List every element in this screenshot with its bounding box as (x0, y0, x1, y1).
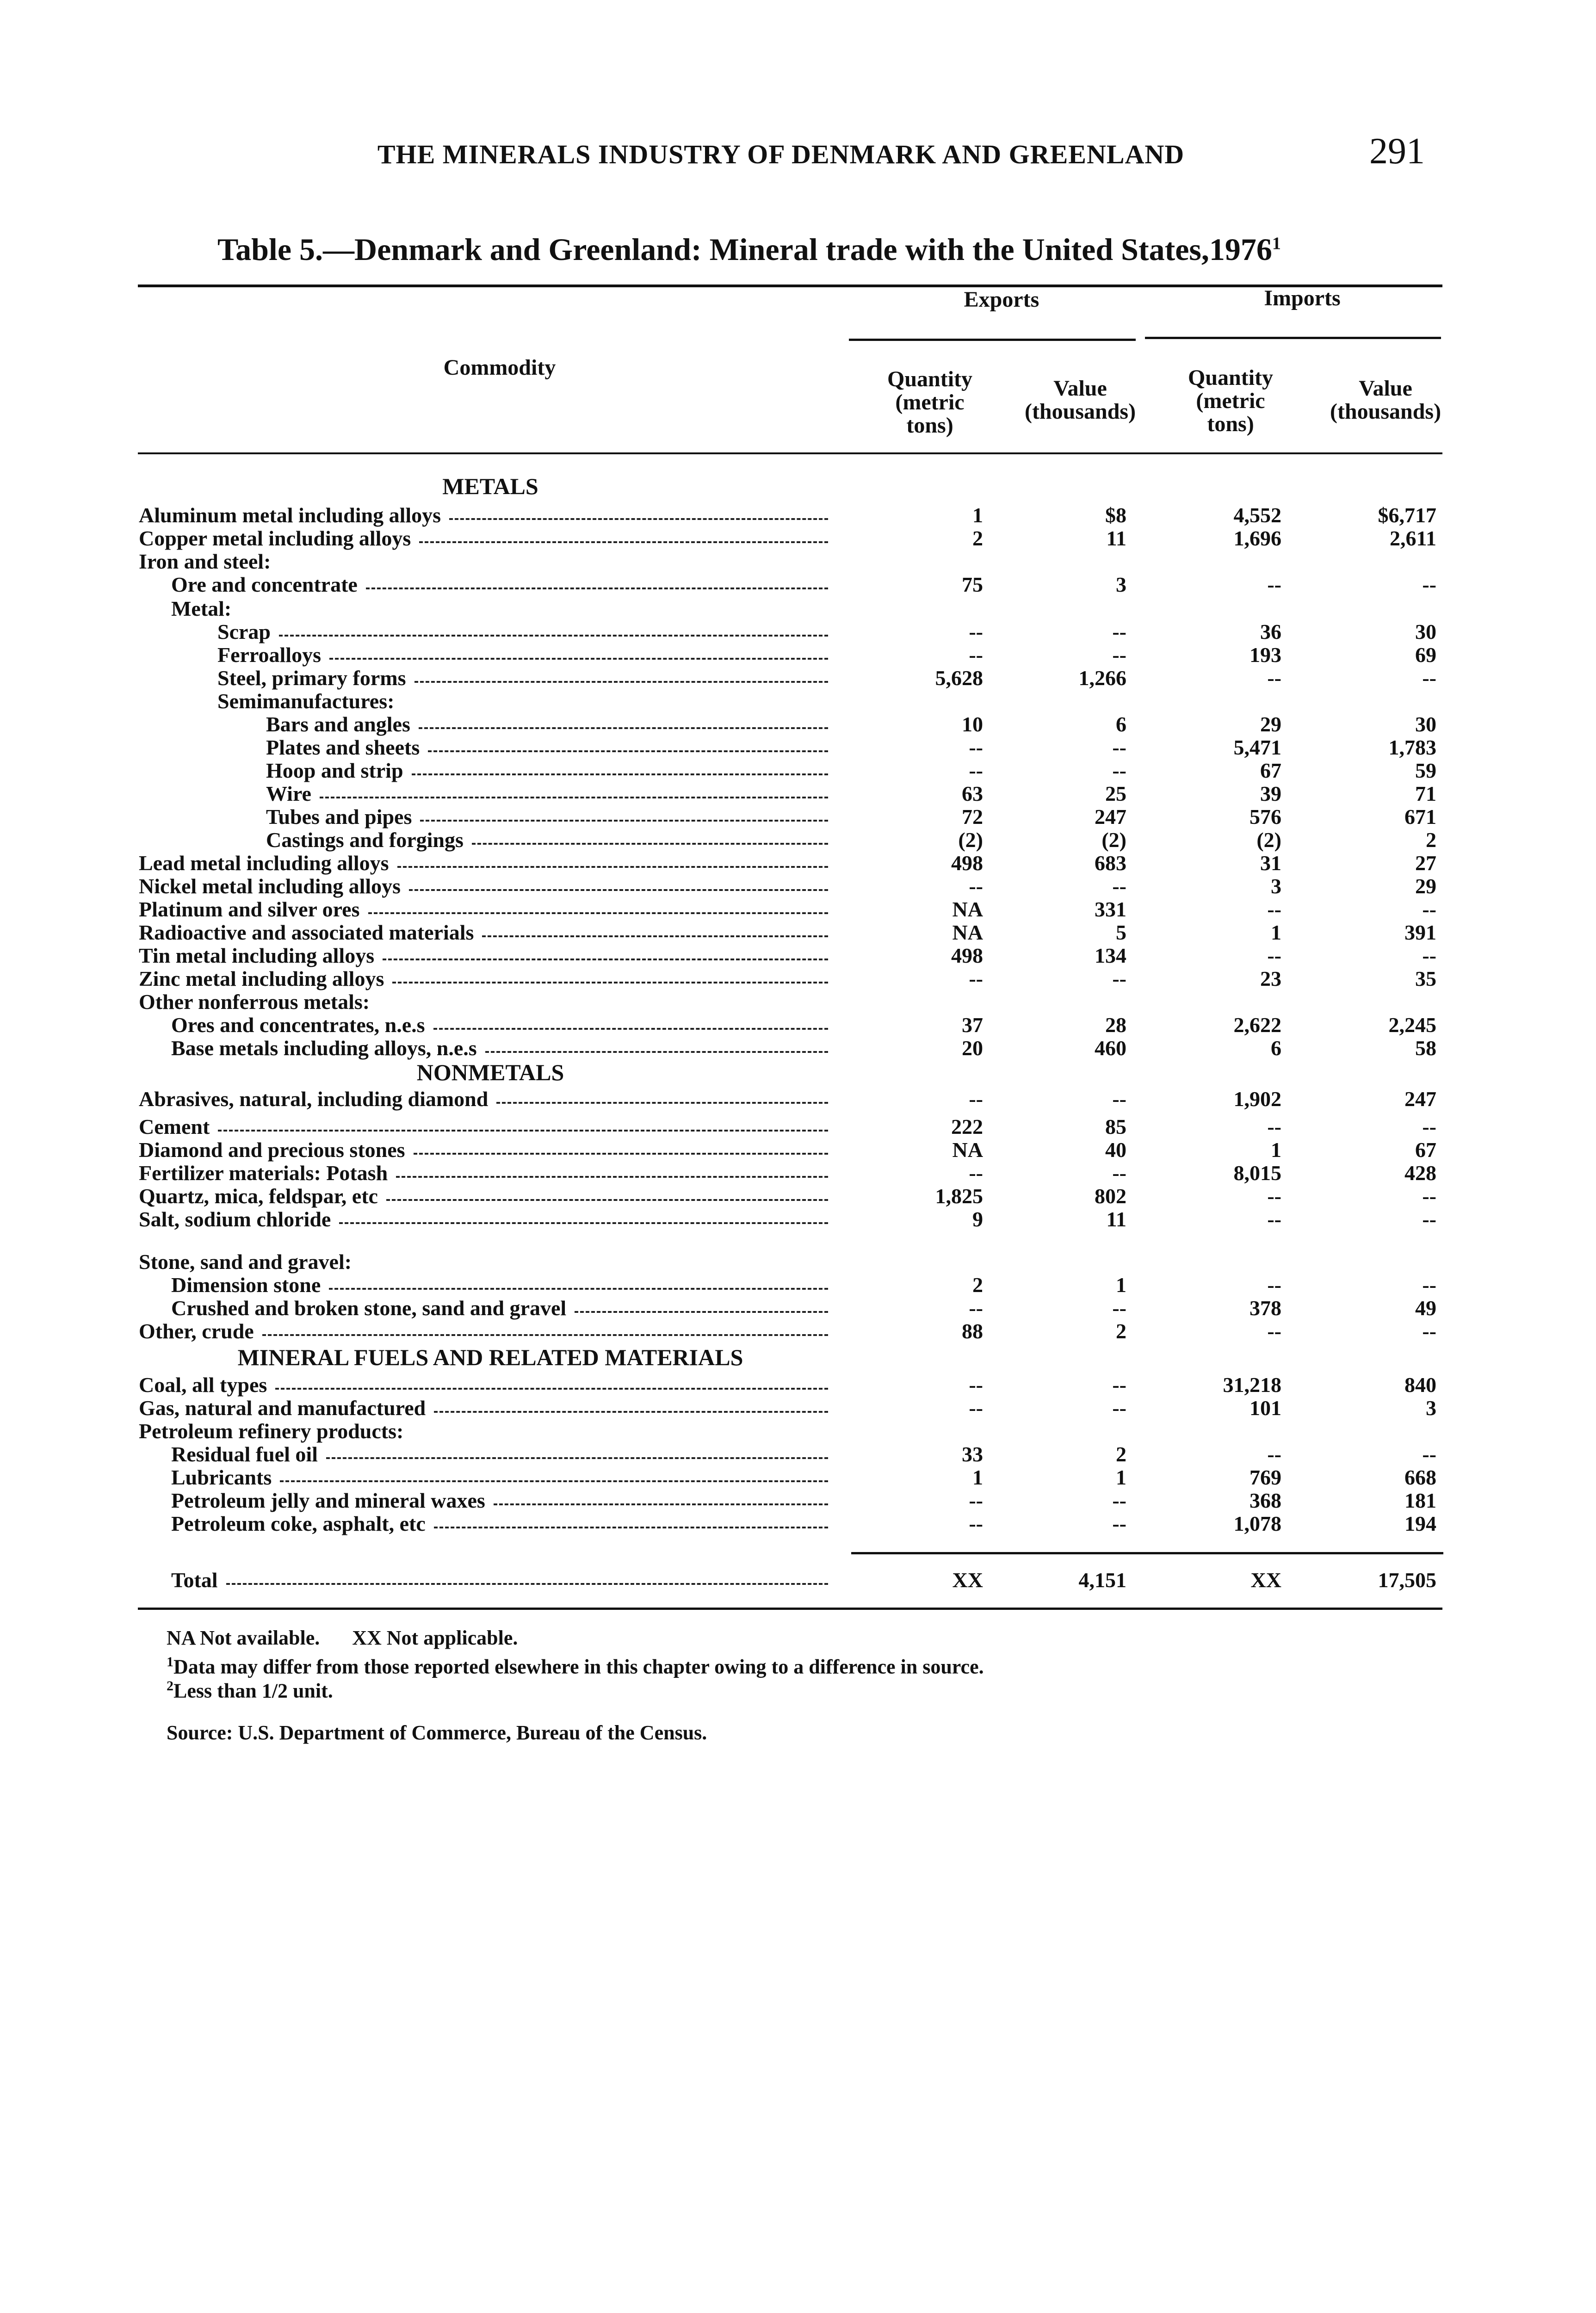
table-row (0, 1489, 1596, 1513)
imports-quantity-cell: -- (1267, 897, 1281, 921)
commodity-label: Steel, primary forms (217, 666, 406, 690)
total-row (0, 1568, 1596, 1592)
exports-value-cell: 2 (1116, 1442, 1126, 1466)
exports-value-cell: -- (1112, 1161, 1126, 1185)
imports-value-cell: 840 (1404, 1373, 1436, 1397)
exports-quantity-cell: 37 (962, 1013, 983, 1037)
leader-dots (320, 797, 828, 798)
exports-quantity-cell: 1 (972, 503, 983, 527)
imports-quantity-cell: 5,471 (1233, 736, 1281, 759)
exports-value-cell: 3 (1116, 573, 1126, 596)
table-row (0, 1466, 1596, 1490)
commodity-label: Aluminum metal including alloys (139, 503, 441, 527)
commodity-label: Fertilizer materials: Potash (139, 1161, 388, 1185)
commodity-label: Lead metal including alloys (139, 851, 389, 875)
exports-value-cell: 331 (1095, 897, 1126, 921)
commodity-label: Cement (139, 1115, 210, 1138)
exports-value-cell: -- (1112, 1396, 1126, 1420)
imports-value-cell: 71 (1415, 782, 1436, 805)
table-row (0, 1273, 1596, 1297)
exports-value-cell: 40 (1105, 1138, 1126, 1162)
exports-quantity-cell: NA (952, 921, 983, 944)
table-row (0, 1373, 1596, 1397)
exports-value-cell: -- (1112, 1373, 1126, 1397)
commodity-label: Other nonferrous metals: (139, 990, 370, 1014)
exports-quantity-cell: -- (969, 1296, 983, 1320)
commodity-label: Gas, natural and manufactured (139, 1396, 426, 1420)
exports-value-cell: 6 (1116, 712, 1126, 736)
commodity-label: Plates and sheets (266, 736, 420, 759)
commodity-label: Tin metal including alloys (139, 944, 375, 967)
imports-quantity-cell: 67 (1260, 759, 1281, 782)
commodity-label: Copper metal including alloys (139, 526, 411, 550)
exports-value-cell: -- (1112, 1296, 1126, 1320)
leader-dots (226, 1583, 828, 1585)
leader-dots (420, 820, 828, 822)
table-row (0, 1419, 1596, 1443)
table-row (0, 1319, 1596, 1343)
imports-value-cell: 59 (1415, 759, 1436, 782)
leader-dots (482, 935, 828, 937)
exports-quantity-cell: 1 (972, 1466, 983, 1489)
imports-quantity-cell: 6 (1271, 1036, 1281, 1060)
table-row (0, 874, 1596, 898)
commodity-label: Platinum and silver ores (139, 897, 360, 921)
commodity-label: Crushed and broken stone, sand and gravel (171, 1296, 567, 1320)
commodity-label: Nickel metal including alloys (139, 874, 401, 898)
table-row (0, 503, 1596, 527)
commodity-label: Castings and forgings (266, 828, 464, 852)
exports-value-cell: 2 (1116, 1319, 1126, 1343)
exports-value-cell: 460 (1095, 1036, 1126, 1060)
table-row (0, 921, 1596, 945)
exports-quantity-cell: -- (969, 759, 983, 782)
commodity-label: Petroleum coke, asphalt, etc (171, 1512, 426, 1535)
exports-value-cell: (2) (1101, 828, 1126, 852)
section-heading-row (0, 474, 1596, 498)
table-row (0, 1442, 1596, 1466)
commodity-label: Lubricants (171, 1466, 272, 1489)
imports-value-cell: 35 (1415, 967, 1436, 990)
exports-value-cell: -- (1112, 620, 1126, 643)
imports-quantity-cell: 1,078 (1233, 1512, 1281, 1535)
imports-value-cell: 67 (1415, 1138, 1436, 1162)
section-heading: METALS (442, 473, 538, 499)
table-title-text: Table 5.—Denmark and Greenland: Mineral trade with the United States,1976 (217, 232, 1272, 267)
commodity-label: Ores and concentrates, n.e.s (171, 1013, 425, 1037)
imports-value-cell: 671 (1404, 805, 1436, 829)
header-value-line-1: Value (1359, 376, 1412, 401)
table-row (0, 805, 1596, 829)
exports-quantity-cell: 33 (962, 1442, 983, 1466)
leader-dots (386, 1199, 828, 1201)
imports-quantity-cell: -- (1267, 1184, 1281, 1208)
note-xx: XX Not applicable. (352, 1627, 518, 1649)
imports-quantity-cell: 1,902 (1233, 1087, 1281, 1111)
commodity-label: Tubes and pipes (266, 805, 412, 829)
exports-value-cell: -- (1112, 967, 1126, 990)
imports-quantity-cell: 193 (1250, 643, 1281, 667)
imports-value-cell: 428 (1404, 1161, 1436, 1185)
table-row (0, 1036, 1596, 1060)
leader-dots (472, 843, 828, 845)
table-row (0, 1184, 1596, 1208)
imports-quantity-cell: -- (1267, 1273, 1281, 1297)
imports-quantity-cell: 31 (1260, 851, 1281, 875)
commodity-label: Iron and steel: (139, 550, 271, 573)
running-title: THE MINERALS INDUSTRY OF DENMARK AND GREENLAND (377, 139, 1185, 169)
imports-value-cell: 668 (1404, 1466, 1436, 1489)
leader-dots (396, 1176, 828, 1178)
exports-quantity-cell: -- (969, 874, 983, 898)
exports-quantity-cell: 222 (951, 1115, 983, 1138)
commodity-label: Scrap (217, 620, 271, 643)
exports-quantity-cell: NA (952, 1138, 983, 1162)
leader-dots (279, 635, 828, 637)
exports-quantity-cell: XX (952, 1568, 983, 1592)
exports-quantity-cell: -- (969, 1373, 983, 1397)
exports-quantity-cell: 88 (962, 1319, 983, 1343)
leader-dots (434, 1527, 828, 1528)
header-quantity-line-3: tons) (1207, 412, 1254, 436)
imports-quantity-cell: -- (1267, 666, 1281, 690)
leader-dots (368, 912, 828, 914)
table-row (0, 526, 1596, 550)
footnote-1-text: Data may differ from those reported elsewhere in this chapter owing to a difference in source. (173, 1655, 984, 1678)
exports-quantity-cell: 2 (972, 1273, 983, 1297)
imports-quantity-cell: 576 (1250, 805, 1281, 829)
exports-value-cell: -- (1112, 1512, 1126, 1535)
imports-value-cell: 2 (1426, 828, 1436, 852)
leader-dots (275, 1388, 828, 1390)
imports-quantity-cell: 378 (1250, 1296, 1281, 1320)
exports-quantity-cell: 498 (951, 851, 983, 875)
leader-dots (392, 982, 828, 983)
exports-quantity-cell: 498 (951, 944, 983, 967)
exports-quantity-cell: -- (969, 1489, 983, 1512)
note-na: NA Not available. (167, 1627, 320, 1649)
imports-quantity-cell: 8,015 (1233, 1161, 1281, 1185)
exports-quantity-cell: -- (969, 736, 983, 759)
table-row (0, 1087, 1596, 1111)
exports-value-cell: 5 (1116, 921, 1126, 944)
exports-quantity-cell: 2 (972, 526, 983, 550)
imports-value-cell: 2,245 (1388, 1013, 1436, 1037)
exports-quantity-cell: 5,628 (935, 666, 983, 690)
commodity-label: Petroleum jelly and mineral waxes (171, 1489, 485, 1512)
leader-dots (433, 1028, 828, 1030)
imports-value-cell: -- (1422, 1273, 1436, 1297)
footnote-abbreviations (167, 1626, 518, 1650)
commodity-label: Diamond and precious stones (139, 1138, 405, 1162)
section-heading: NONMETALS (416, 1059, 564, 1085)
imports-value-cell: 30 (1415, 712, 1436, 736)
table-row (0, 573, 1596, 597)
exports-quantity-cell: -- (969, 1512, 983, 1535)
imports-quantity-cell: 29 (1260, 712, 1281, 736)
imports-value-cell: -- (1422, 1184, 1436, 1208)
imports-value-cell: 2,611 (1390, 526, 1436, 550)
imports-value-cell: -- (1422, 944, 1436, 967)
exports-value-cell: 11 (1106, 526, 1126, 550)
imports-value-cell: 1,783 (1388, 736, 1436, 759)
imports-value-cell: -- (1422, 1115, 1436, 1138)
exports-value-cell: 4,151 (1078, 1568, 1126, 1592)
header-quantity-line-1: Quantity (887, 367, 973, 391)
commodity-label: Hoop and strip (266, 759, 403, 782)
commodity-label: Quartz, mica, feldspar, etc (139, 1184, 378, 1208)
imports-quantity-cell: 1,696 (1233, 526, 1281, 550)
imports-quantity-cell: 769 (1250, 1466, 1281, 1489)
imports-value-cell: 3 (1426, 1396, 1436, 1420)
leader-dots (326, 1457, 828, 1459)
table-row (0, 1161, 1596, 1185)
commodity-label: Total (171, 1568, 218, 1592)
commodity-label: Base metals including alloys, n.e.s (171, 1036, 477, 1060)
exports-quantity-cell: (2) (958, 828, 983, 852)
leader-dots (419, 541, 828, 543)
table-row (0, 736, 1596, 760)
header-commodity: Commodity (443, 355, 556, 380)
exports-quantity-cell: 72 (962, 805, 983, 829)
commodity-label: Petroleum refinery products: (139, 1419, 404, 1443)
table-row (0, 1207, 1596, 1231)
exports-value-cell: 1 (1116, 1466, 1126, 1489)
commodity-label: Ore and concentrate (171, 573, 358, 596)
leader-dots (339, 1222, 828, 1224)
header-quantity-line-2: (metric (1196, 389, 1265, 413)
source-note: Source: U.S. Department of Commerce, Bureau of the Census. (167, 1721, 707, 1744)
leader-dots (575, 1311, 828, 1313)
commodity-label: Bars and angles (266, 712, 410, 736)
exports-value-cell: 802 (1095, 1184, 1126, 1208)
imports-value-cell: -- (1422, 666, 1436, 690)
commodity-label: Wire (266, 782, 311, 805)
commodity-label: Ferroalloys (217, 643, 321, 667)
footnote-1-mark: 1 (167, 1654, 173, 1670)
exports-value-cell: $8 (1105, 503, 1126, 527)
header-quantity-line-2: (metric (895, 390, 965, 414)
header-value-line-2: (thousands) (1330, 399, 1441, 424)
table-row (0, 1512, 1596, 1536)
leader-dots (366, 588, 828, 589)
exports-quantity-cell: 10 (962, 712, 983, 736)
exports-quantity-cell: 75 (962, 573, 983, 596)
imports-quantity-cell: -- (1267, 1115, 1281, 1138)
exports-value-cell: -- (1112, 643, 1126, 667)
page-number: 291 (1369, 131, 1425, 172)
exports-quantity-cell: 63 (962, 782, 983, 805)
imports-value-cell: $6,717 (1378, 503, 1436, 527)
footnote-2-mark: 2 (167, 1678, 173, 1694)
exports-value-cell: 1 (1116, 1273, 1126, 1297)
commodity-label: Abrasives, natural, including diamond (139, 1087, 489, 1111)
imports-value-cell: 69 (1415, 643, 1436, 667)
imports-quantity-cell: 31,218 (1223, 1373, 1281, 1397)
leader-dots (329, 658, 828, 660)
table-row (0, 620, 1596, 644)
table-row (0, 1250, 1596, 1274)
exports-quantity-cell: NA (952, 897, 983, 921)
table-row (0, 990, 1596, 1014)
commodity-label: Metal: (171, 597, 232, 620)
exports-value-cell: -- (1112, 736, 1126, 759)
imports-quantity-cell: -- (1267, 944, 1281, 967)
exports-value-cell: -- (1112, 759, 1126, 782)
footnote-2-text: Less than 1/2 unit. (173, 1679, 333, 1702)
imports-quantity-cell: 36 (1260, 620, 1281, 643)
table-row (0, 550, 1596, 574)
table-row (0, 967, 1596, 991)
table-row (0, 1296, 1596, 1320)
leader-dots (496, 1102, 828, 1104)
leader-dots (485, 1051, 828, 1053)
imports-value-cell: -- (1422, 1442, 1436, 1466)
exports-quantity-cell: -- (969, 1396, 983, 1420)
table-row (0, 1138, 1596, 1162)
exports-quantity-cell: -- (969, 1087, 983, 1111)
imports-quantity-cell: 1 (1271, 1138, 1281, 1162)
commodity-label: Other, crude (139, 1319, 254, 1343)
leader-dots (262, 1334, 828, 1336)
imports-value-cell: 27 (1415, 851, 1436, 875)
imports-quantity-cell: -- (1267, 573, 1281, 596)
table-row (0, 1396, 1596, 1420)
exports-value-cell: 28 (1105, 1013, 1126, 1037)
section-heading-row (0, 1060, 1596, 1084)
table-row (0, 666, 1596, 690)
leader-dots (280, 1480, 828, 1482)
leader-dots (397, 866, 828, 868)
leader-dots (329, 1288, 828, 1290)
imports-value-cell: 181 (1404, 1489, 1436, 1512)
leader-dots (412, 773, 828, 775)
table-row (0, 759, 1596, 783)
commodity-label: Stone, sand and gravel: (139, 1250, 352, 1274)
commodity-label: Salt, sodium chloride (139, 1207, 331, 1231)
exports-quantity-cell: 1,825 (935, 1184, 983, 1208)
imports-quantity-cell: -- (1267, 1442, 1281, 1466)
leader-dots (434, 1411, 828, 1413)
header-quantity-line-1: Quantity (1188, 365, 1274, 390)
leader-dots (449, 518, 828, 520)
exports-value-cell: -- (1112, 874, 1126, 898)
imports-quantity-cell: -- (1267, 1207, 1281, 1231)
imports-quantity-cell: (2) (1256, 828, 1281, 852)
leader-dots (494, 1503, 828, 1505)
imports-value-cell: 58 (1415, 1036, 1436, 1060)
imports-value-cell: 17,505 (1378, 1568, 1436, 1592)
imports-value-cell: -- (1422, 1319, 1436, 1343)
footnote-2 (167, 1674, 333, 1703)
commodity-label: Residual fuel oil (171, 1442, 318, 1466)
imports-quantity-cell: 23 (1260, 967, 1281, 990)
table-row (0, 1115, 1596, 1139)
exports-quantity-cell: 9 (972, 1207, 983, 1231)
table-row (0, 851, 1596, 875)
commodity-label: Radioactive and associated materials (139, 921, 474, 944)
exports-value-cell: 247 (1095, 805, 1126, 829)
header-value-line-1: Value (1053, 376, 1107, 401)
table-row (0, 712, 1596, 736)
imports-quantity-cell: 101 (1250, 1396, 1281, 1420)
table-row (0, 643, 1596, 667)
imports-value-cell: -- (1422, 1207, 1436, 1231)
exports-quantity-cell: 20 (962, 1036, 983, 1060)
commodity-label: Dimension stone (171, 1273, 321, 1297)
exports-value-cell: 134 (1095, 944, 1126, 967)
table-row (0, 1013, 1596, 1037)
section-heading: MINERAL FUELS AND RELATED MATERIALS (237, 1344, 743, 1370)
section-heading-row (0, 1345, 1596, 1369)
imports-value-cell: -- (1422, 897, 1436, 921)
exports-value-cell: -- (1112, 1087, 1126, 1111)
commodity-label: Semimanufactures: (217, 689, 395, 713)
exports-value-cell: -- (1112, 1489, 1126, 1512)
imports-value-cell: 247 (1404, 1087, 1436, 1111)
leader-dots (409, 889, 828, 891)
exports-quantity-cell: -- (969, 643, 983, 667)
table-title-footnote-mark: 1 (1272, 234, 1281, 254)
commodity-label: Zinc metal including alloys (139, 967, 384, 990)
exports-quantity-cell: -- (969, 1161, 983, 1185)
imports-value-cell: -- (1422, 573, 1436, 596)
leader-dots (428, 750, 828, 752)
imports-quantity-cell: 1 (1271, 921, 1281, 944)
header-imports: Imports (1264, 286, 1341, 310)
imports-quantity-cell: 39 (1260, 782, 1281, 805)
imports-quantity-cell: XX (1250, 1568, 1281, 1592)
header-quantity-line-3: tons) (906, 413, 953, 438)
table-row (0, 782, 1596, 806)
header-value-line-2: (thousands) (1024, 399, 1136, 424)
leader-dots (414, 681, 828, 683)
commodity-label: Coal, all types (139, 1373, 267, 1397)
exports-value-cell: 85 (1105, 1115, 1126, 1138)
leader-dots (414, 1153, 828, 1155)
imports-value-cell: 391 (1404, 921, 1436, 944)
imports-value-cell: 49 (1415, 1296, 1436, 1320)
imports-quantity-cell: 2,622 (1233, 1013, 1281, 1037)
imports-value-cell: 29 (1415, 874, 1436, 898)
imports-value-cell: 194 (1404, 1512, 1436, 1535)
table-row (0, 689, 1596, 713)
exports-value-cell: 683 (1095, 851, 1126, 875)
table-row (0, 597, 1596, 621)
exports-quantity-cell: -- (969, 620, 983, 643)
imports-value-cell: 30 (1415, 620, 1436, 643)
imports-quantity-cell: 3 (1271, 874, 1281, 898)
leader-dots (218, 1130, 828, 1132)
table-row (0, 828, 1596, 852)
imports-quantity-cell: -- (1267, 1319, 1281, 1343)
exports-quantity-cell: -- (969, 967, 983, 990)
table-row (0, 944, 1596, 968)
leader-dots (383, 959, 828, 960)
table-row (0, 897, 1596, 921)
header-exports: Exports (964, 287, 1039, 312)
leader-dots (419, 727, 828, 729)
imports-quantity-cell: 368 (1250, 1489, 1281, 1512)
exports-value-cell: 11 (1106, 1207, 1126, 1231)
exports-value-cell: 1,266 (1078, 666, 1126, 690)
imports-quantity-cell: 4,552 (1233, 503, 1281, 527)
exports-value-cell: 25 (1105, 782, 1126, 805)
